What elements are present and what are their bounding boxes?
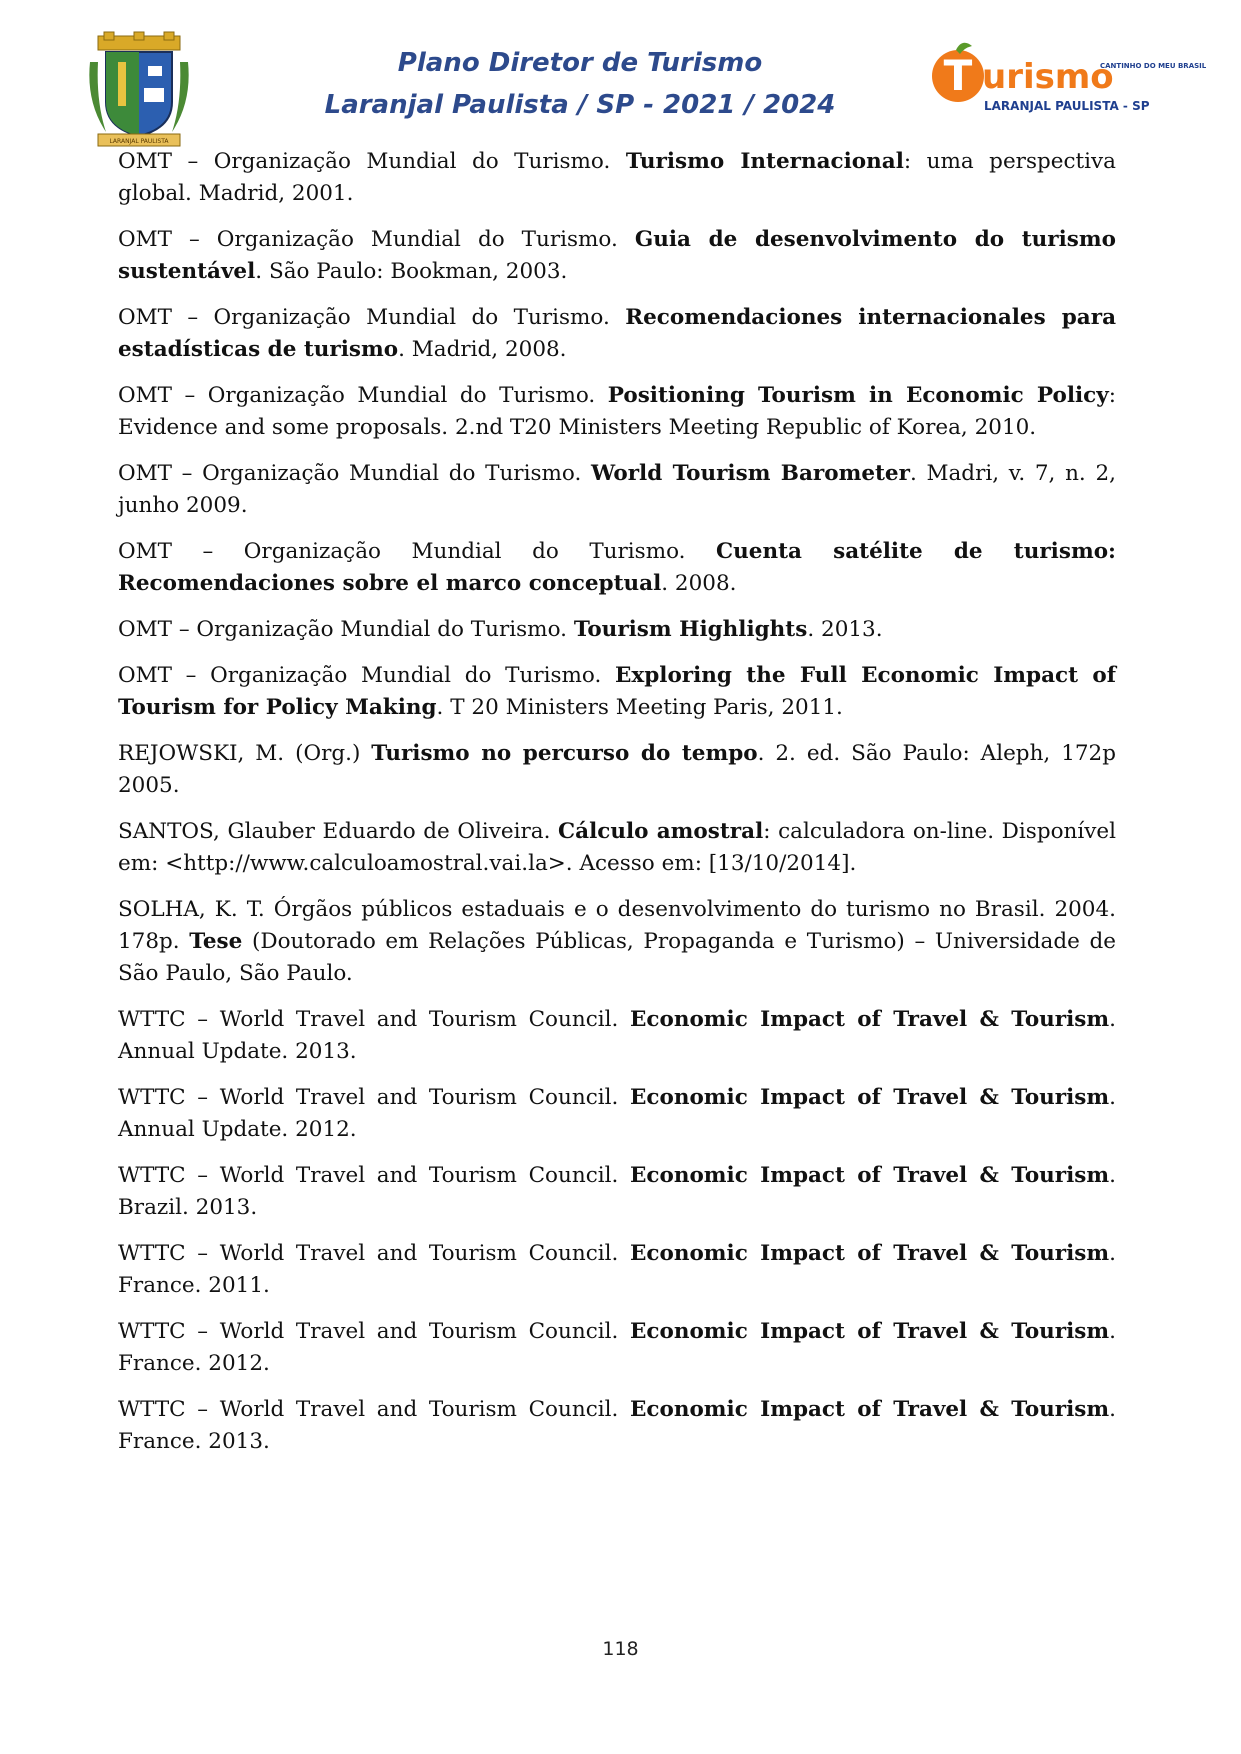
page-number: 118 [602,1638,639,1660]
reference-entry [118,536,1116,600]
header-title-line2: Laranjal Paulista / SP - 2021 / 2024 [324,90,836,120]
reference-title: Economic Impact of Travel & Tourism [630,1007,1110,1032]
reference-entry [118,816,1116,880]
reference-author: OMT – Organização Mundial do Turismo. [118,227,635,252]
reference-details: . T 20 Ministers Meeting Paris, 2011. [436,695,843,720]
reference-author: WTTC – World Travel and Tourism Council. [118,1319,631,1344]
reference-title: Economic Impact of Travel & Tourism [630,1085,1110,1110]
reference-author: OMT – Organização Mundial do Turismo. [118,539,717,564]
reference-details: . 2013. [807,617,883,642]
reference-author: WTTC – World Travel and Tourism Council. [118,1163,631,1188]
reference-details: (Doutorado em Relações Públicas, Propaganda e Turismo) – Universidade de São Paulo, São Paulo. [118,929,1116,986]
reference-details: . Madrid, 2008. [398,337,567,362]
reference-title: World Tourism Barometer [590,461,910,486]
reference-author: OMT – Organização Mundial do Turismo. [118,149,626,174]
reference-title: Economic Impact of Travel & Tourism [630,1163,1110,1188]
reference-details: . France. 2013. [118,1397,1116,1454]
reference-entry [118,458,1116,522]
reference-entry [118,614,1116,646]
reference-details: . France. 2011. [118,1241,1116,1298]
reference-title: Tourism Highlights [573,617,808,642]
reference-title: Economic Impact of Travel & Tourism [630,1319,1110,1344]
header-title-line1: Plano Diretor de Turismo [397,48,763,78]
reference-details: : calculadora on-line. Disponível em: <http://www.calculoamostral.vai.la>. Acesso em: [13/10/2014]. [118,819,1116,876]
reference-author: OMT – Organização Mundial do Turismo. [118,461,591,486]
reference-title: Positioning Tourism in Economic Policy [607,383,1109,408]
reference-entry [118,1316,1116,1380]
logo-initial: T [943,51,973,100]
reference-title: Turismo no percurso do tempo [371,741,758,766]
reference-details: . Brazil. 2013. [118,1163,1116,1220]
reference-author: WTTC – World Travel and Tourism Council. [118,1397,631,1422]
reference-details: . Annual Update. 2013. [118,1007,1116,1064]
reference-details: . Annual Update. 2012. [118,1085,1116,1142]
reference-title: Tese [189,929,243,954]
municipal-crest-icon [84,32,194,150]
reference-details: : Evidence and some proposals. 2.nd T20 Ministers Meeting Republic of Korea, 2010. [118,383,1116,440]
reference-entry [118,380,1116,444]
logo-subtitle: LARANJAL PAULISTA - SP [984,99,1150,113]
reference-title: Cuenta satélite de turismo: Recomendaciones sobre el marco conceptual [118,539,1116,596]
reference-entry [118,302,1116,366]
reference-details: . 2008. [661,571,737,596]
reference-title: Exploring the Full Economic Impact of Tourism for Policy Making [118,663,1116,720]
reference-title: Cálculo amostral [558,819,764,844]
reference-author: OMT – Organização Mundial do Turismo. [118,305,626,330]
reference-title: Turismo Internacional [625,149,904,174]
reference-author: WTTC – World Travel and Tourism Council. [118,1007,631,1032]
reference-title: Economic Impact of Travel & Tourism [630,1397,1110,1422]
reference-entry [118,146,1116,210]
reference-title: Economic Impact of Travel & Tourism [630,1241,1110,1266]
reference-author: OMT – Organização Mundial do Turismo. [118,663,616,688]
reference-title: Recomendaciones internacionales para estadísticas de turismo [118,305,1116,362]
reference-entry [118,1394,1116,1458]
reference-entry [118,1004,1116,1068]
page-header-title [290,42,870,126]
reference-entry [118,894,1116,990]
reference-entry [118,738,1116,802]
reference-author: OMT – Organização Mundial do Turismo. [118,383,608,408]
reference-list [118,146,1116,1472]
turismo-logo [922,40,1207,122]
logo-word: urismo [982,57,1114,97]
reference-entry [118,1160,1116,1224]
reference-author: REJOWSKI, M. (Org.) [118,741,372,766]
reference-entry [118,224,1116,288]
reference-author: WTTC – World Travel and Tourism Council. [118,1085,631,1110]
reference-details: : uma perspectiva global. Madrid, 2001. [118,149,1116,206]
crest-banner: LARANJAL PAULISTA [109,138,169,145]
logo-tag: CANTINHO DO MEU BRASIL [1100,62,1207,70]
reference-entry [118,1238,1116,1302]
reference-details: . São Paulo: Bookman, 2003. [255,259,568,284]
reference-details: . 2. ed. São Paulo: Aleph, 172p 2005. [118,741,1116,798]
reference-entry [118,660,1116,724]
reference-entry [118,1082,1116,1146]
reference-author: SOLHA, K. T. Órgãos públicos estaduais e o desenvolvimento do turismo no Brasil. 2004. 178p. [118,897,1116,954]
reference-details: . Madri, v. 7, n. 2, junho 2009. [118,461,1116,518]
reference-details: . France. 2012. [118,1319,1116,1376]
reference-author: WTTC – World Travel and Tourism Council. [118,1241,631,1266]
reference-author: OMT – Organização Mundial do Turismo. [118,617,574,642]
reference-author: SANTOS, Glauber Eduardo de Oliveira. [118,819,559,844]
reference-title: Guia de desenvolvimento do turismo sustentável [118,227,1116,284]
